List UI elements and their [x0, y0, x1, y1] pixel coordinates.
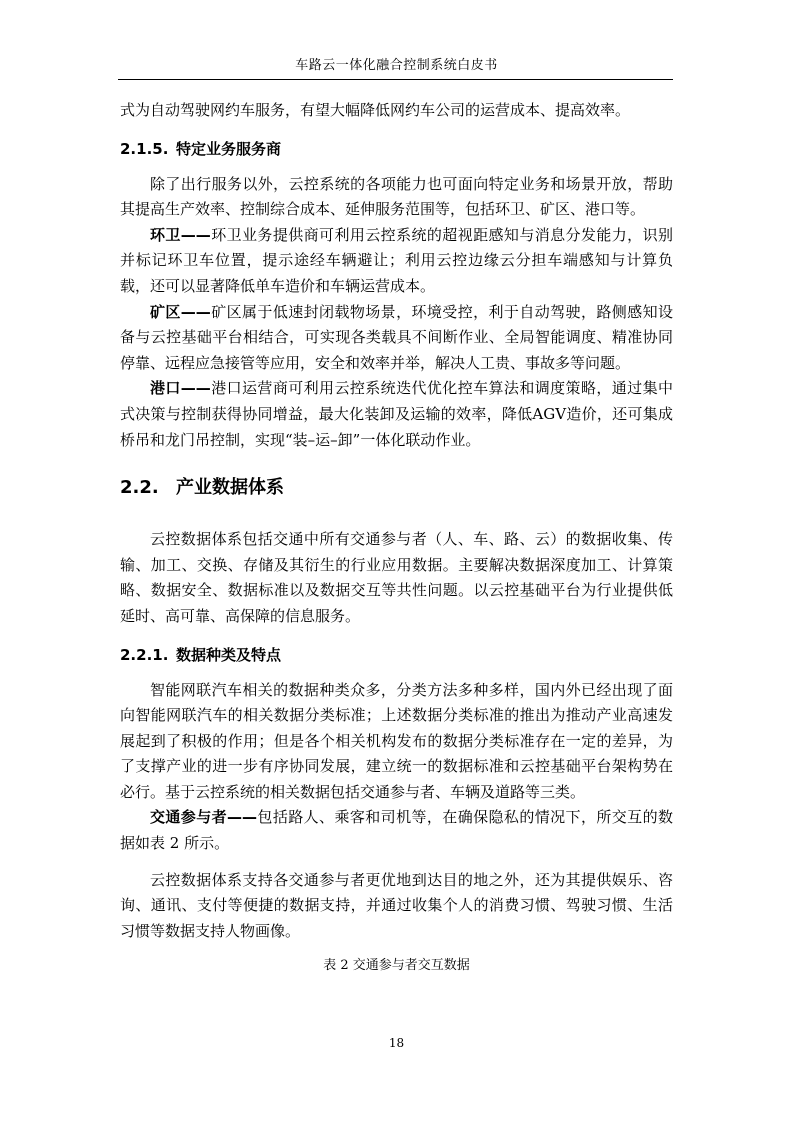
paragraph-data-system: 云控数据体系包括交通中所有交通参与者（人、车、路、云）的数据收集、传输、加工、交换、存储及其衍生的行业应用数据。主要解决数据深度加工、计算策略、数据安全、数据标准以及数据交互等共性问题。以云控基础平台为行业提供低延时、高可靠、高保障的信息服务。 — [120, 530, 673, 625]
paragraph-continued: 式为自动驾驶网约车服务，有望大幅降低网约车公司的运营成本、提高效率。 — [120, 101, 631, 119]
section-number: 2.1.5. — [120, 139, 169, 158]
page-number: 18 — [388, 1036, 405, 1050]
text-port: 港口运营商可利用云控系统迭代优化控车算法和调度策略，通过集中式决策与控制获得协同增益，最大化装卸及运输的效率，降低AGV造价，还可集成桥吊和龙门吊控制，实现“装–运–卸”一体化联动作业。 — [120, 379, 673, 449]
running-header: 车路云一体化融合控制系统白皮书 — [295, 58, 498, 73]
header-rule — [118, 79, 673, 80]
section-number: 2.2. — [120, 477, 159, 499]
section-title: 特定业务服务商 — [176, 139, 282, 158]
term-port: 港口—— — [150, 379, 211, 398]
text-mining: 矿区属于低速封闭载物场景，环境受控，利于自动驾驶，路侧感知设备与云控基础平台相结合，可实现各类载具不间断作业、全局智能调度、精准协同停靠、远程应急接管等应用，安全和效率并举，解决人工贵、事故多等问题。 — [120, 302, 673, 372]
text-sanitation: 环卫业务提供商可利用云控系统的超视距感知与消息分发能力，识别并标记环卫车位置，提示途经车辆避让；利用云控边缘云分担车端感知与计算负载，还可以显著降低单车造价和车辆运营成本。 — [120, 225, 673, 295]
paragraph-port — [120, 376, 673, 453]
section-number: 2.2.1. — [120, 645, 169, 664]
table-caption: 表 2 交通参与者交互数据 — [323, 958, 470, 974]
section-heading-2-1-5 — [120, 138, 673, 160]
paragraph-sanitation — [120, 223, 673, 300]
paragraph-mining — [120, 300, 673, 377]
page-content — [120, 98, 673, 973]
term-participants: 交通参与者—— — [150, 808, 258, 827]
term-sanitation: 环卫—— — [150, 225, 211, 244]
paragraph-intro: 除了出行服务以外，云控系统的各项能力也可面向特定业务和场景开放，帮助其提高生产效率、控制综合成本、延伸服务范围等，包括环卫、矿区、港口等。 — [120, 174, 673, 219]
section-title: 数据种类及特点 — [176, 645, 282, 664]
paragraph-data-support: 云控数据体系支持各交通参与者更优地到达目的地之外，还为其提供娱乐、咨询、通讯、支付等便捷的数据支持，并通过收集个人的消费习惯、驾驶习惯、生活习惯等数据支持人物画像。 — [120, 870, 673, 940]
text-participants: 包括路人、乘客和司机等，在确保隐私的情况下，所交互的数据如表 2 所示。 — [120, 808, 673, 853]
paragraph-data-types: 智能网联汽车相关的数据种类众多，分类方法多种多样，国内外已经出现了面向智能网联汽车的相关数据分类标准；上述数据分类标准的推出为推动产业高速发展起到了积极的作用；但是各个相关机构发布的数据分类标准存在一定的差异，为了支撑产业的进一步有序协同发展，建立统一的数据标准和云控基础平台架构势在必行。基于云控系统的相关数据包括交通参与者、车辆及道路等三类。 — [120, 680, 673, 801]
section-heading-2-2 — [120, 475, 673, 501]
section-heading-2-2-1 — [120, 644, 673, 666]
term-mining: 矿区—— — [150, 302, 211, 321]
paragraph-participants — [120, 805, 673, 856]
section-title: 产业数据体系 — [176, 477, 284, 499]
